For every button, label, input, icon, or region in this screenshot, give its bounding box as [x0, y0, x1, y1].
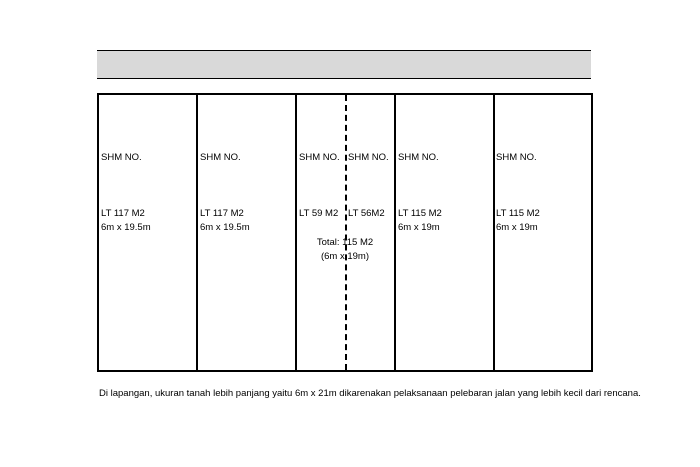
plot-1-cert: SHM NO. [101, 152, 142, 163]
combined-size: (6m x 19m) [320, 251, 370, 262]
plot-2-size: 6m x 19.5m [200, 222, 250, 233]
plot-layout [97, 93, 593, 372]
plot-1-area: LT 117 M2 [101, 208, 145, 219]
road-strip [97, 50, 591, 79]
plot-6-cert: SHM NO. [496, 152, 537, 163]
plot-1-size: 6m x 19.5m [101, 222, 151, 233]
plot-6-area: LT 115 M2 [496, 208, 540, 219]
footnote: Di lapangan, ukuran tanah lebih panjang yaitu 6m x 21m dikarenakan pelaksanaan pelebaran jalan yang lebih kecil dari rencana. [99, 388, 641, 399]
plot-6-size: 6m x 19m [496, 222, 538, 233]
combined-total: Total: 115 M2 [316, 237, 374, 248]
plot-4-area: LT 56M2 [348, 208, 385, 219]
plot-divider [493, 95, 495, 370]
plot-2-cert: SHM NO. [200, 152, 241, 163]
plot-2-area: LT 117 M2 [200, 208, 244, 219]
plot-divider [295, 95, 297, 370]
plot-divider-dashed [345, 95, 347, 370]
plot-3-area: LT 59 M2 [299, 208, 339, 219]
plot-5-area: LT 115 M2 [398, 208, 442, 219]
plot-4-cert: SHM NO. [348, 152, 389, 163]
plot-divider [394, 95, 396, 370]
plot-5-cert: SHM NO. [398, 152, 439, 163]
plot-3-cert: SHM NO. [299, 152, 340, 163]
plot-5-size: 6m x 19m [398, 222, 440, 233]
plot-divider [196, 95, 198, 370]
